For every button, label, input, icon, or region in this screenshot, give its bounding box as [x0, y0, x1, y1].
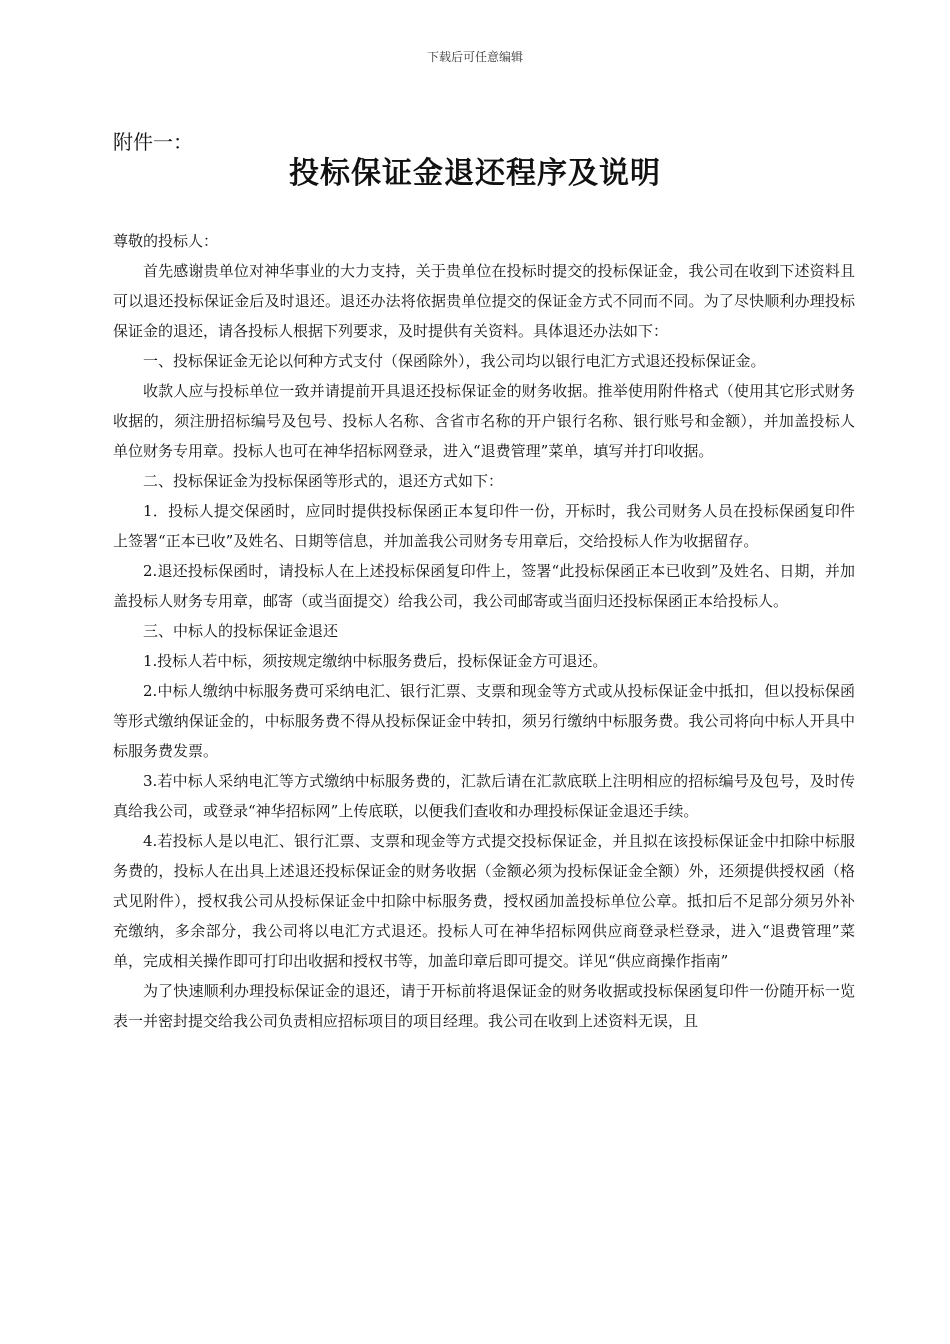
paragraph-2-2: 2.退还投标保函时，请投标人在上述投标保函复印件上，签署“此投标保函正本已收到”及姓名、日期，并加盖投标人财务专用章，邮寄（或当面提交）给我公司，我公司邮寄或当面归还投标保函正本给投标人。	[113, 562, 855, 610]
paragraph-3-3: 3.若中标人采纳电汇等方式缴纳中标服务费的，汇款后请在汇款底联上注明相应的招标编号及包号，及时传真给我公司，或登录“神华招标网”上传底联，以便我们查收和办理投标保证金退还手续。	[113, 772, 855, 820]
paragraph-3-2: 2.中标人缴纳中标服务费可采纳电汇、银行汇票、支票和现金等方式或从投标保证金中抵扣，但以投标保函等形式缴纳保证金的，中标服务费不得从投标保证金中转扣，须另行缴纳中标服务费。我公司将向中标人开具中标服务费发票。	[113, 682, 855, 760]
salutation: 尊敬的投标人：	[113, 232, 219, 250]
paragraph-receipt: 收款人应与投标单位一致并请提前开具退还投标保证金的财务收据。推举使用附件格式（使用其它形式财务收据的，须注册招标编号及包号、投标人名称、含省市名称的开户银行名称、银行账号和金额），并加盖投标人单位财务专用章。投标人也可在神华招标网登录，进入“退费管理”菜单，填写并打印收据。	[113, 382, 855, 460]
page-header: 下载后可任意编辑	[426, 50, 523, 64]
paragraph-section-3: 三、中标人的投标保证金退还	[143, 622, 339, 640]
paragraph-3-1: 1.投标人若中标，须按规定缴纳中标服务费后，投标保证金方可退还。	[143, 652, 608, 670]
paragraph-2-1: 1．投标人提交保函时，应同时提供投标保函正本复印件一份，开标时，我公司财务人员在投标保函复印件上签署“正本已收”及姓名、日期等信息，并加盖我公司财务专用章后，交给投标人作为收据留存。	[113, 502, 855, 550]
document-body	[113, 226, 855, 1036]
paragraph-intro: 首先感谢贵单位对神华事业的大力支持，关于贵单位在投标时提交的投标保证金，我公司在收到下述资料且可以退还投标保证金后及时退还。退还办法将依据贵单位提交的保证金方式不同而不同。为了尽快顺利办理投标保证金的退还，请各投标人根据下列要求，及时提供有关资料。具体退还办法如下：	[113, 262, 855, 340]
paragraph-closing: 为了快速顺利办理投标保证金的退还，请于开标前将退保证金的财务收据或投标保函复印件一份随开标一览表一并密封提交给我公司负责相应招标项目的项目经理。我公司在收到上述资料无误，且	[113, 982, 855, 1030]
document-title: 投标保证金退还程序及说明	[289, 156, 661, 191]
paragraph-section-1: 一、投标保证金无论以何种方式支付（保函除外），我公司均以银行电汇方式退还投标保证金。	[143, 352, 766, 370]
attachment-label: 附件一：	[113, 130, 193, 154]
paragraph-section-2: 二、投标保证金为投标保函等形式的，退还方式如下：	[143, 472, 504, 490]
paragraph-3-4: 4.若投标人是以电汇、银行汇票、支票和现金等方式提交投标保证金，并且拟在该投标保证金中扣除中标服务费的，投标人在出具上述退还投标保证金的财务收据（金额必须为投标保证金全额）外，还须提供授权函（格式见附件），授权我公司从投标保证金中扣除中标服务费，授权函加盖投标单位公章。抵扣后不足部分须另外补充缴纳，多余部分，我公司将以电汇方式退还。投标人可在神华招标网供应商登录栏登录，进入“退费管理”菜单，完成相关操作即可打印出收据和授权书等，加盖印章后即可提交。详见“供应商操作指南”	[113, 832, 855, 970]
